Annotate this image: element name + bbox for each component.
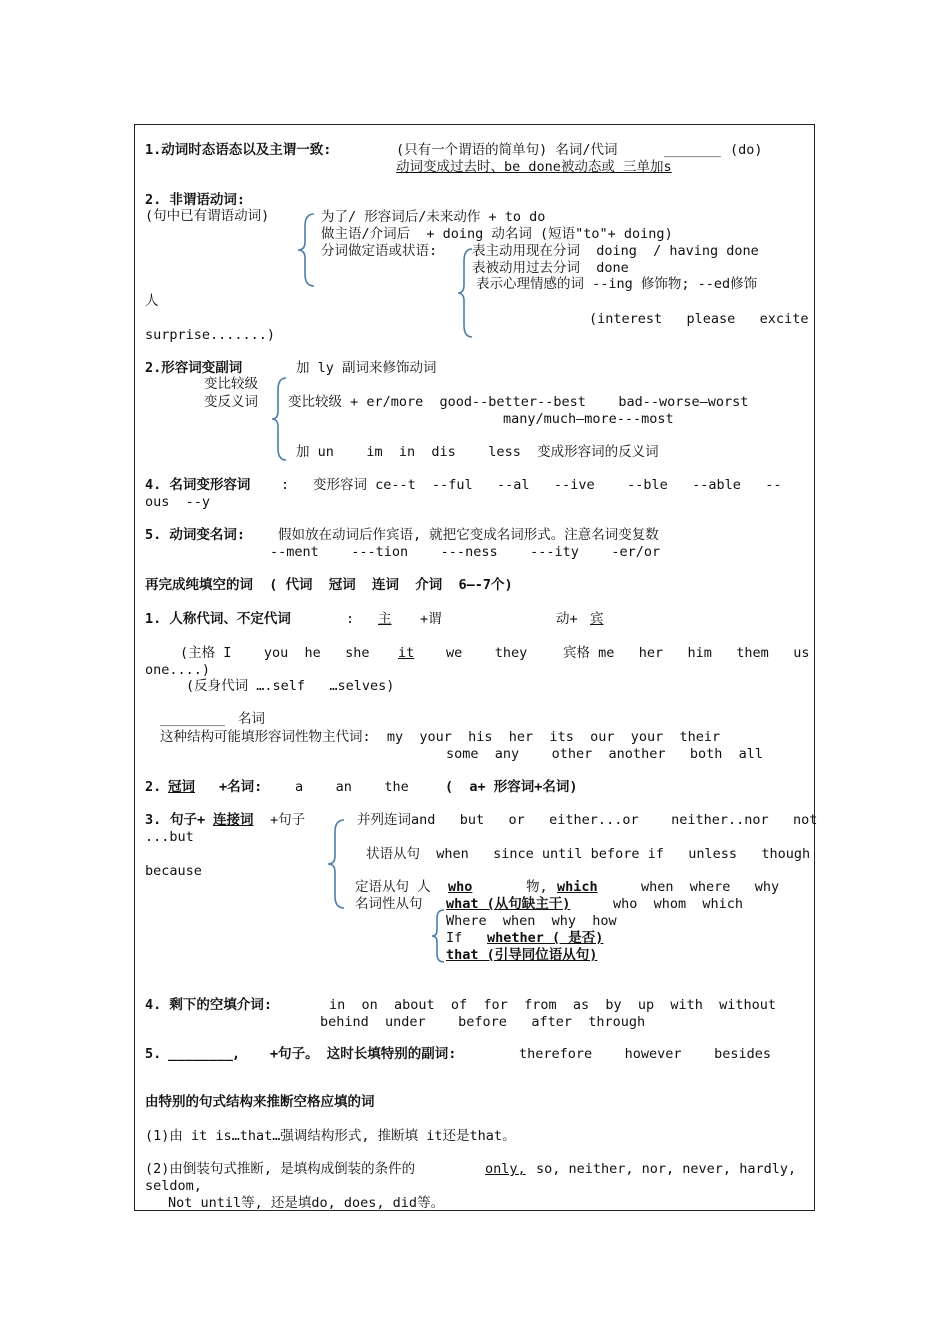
- brace-icon: [326, 818, 348, 910]
- pronoun-noun: 名词: [238, 711, 265, 727]
- section-1-desc: (只有一个谓语的简单句) 名词/代词: [396, 142, 618, 158]
- section-5-line-2: --ment ---tion ---ness ---ity -er/or: [270, 544, 661, 560]
- article-title: 冠词: [168, 779, 195, 795]
- article-items: a an the: [295, 779, 409, 795]
- section-adj-line-1: 变比较级 + er/more good--better--best bad--worse—worst: [288, 394, 749, 410]
- conj-thing: 物,: [526, 879, 548, 895]
- section-5-title: 5. 动词变名词:: [145, 527, 246, 543]
- section-adj-line-2: many/much—more---most: [503, 411, 674, 427]
- section-1-blank: _______: [664, 142, 721, 158]
- article-plus-noun: +名词:: [219, 779, 263, 795]
- pronoun-row-1d: one....): [145, 662, 211, 678]
- conj-title-2: 连接词: [213, 812, 254, 828]
- pronoun-row-1c: 宾格 me her him them us: [563, 645, 810, 661]
- pronoun-row-1a: (主格 I you he she: [180, 645, 370, 661]
- section-adj-line-3: 加 un im in dis less 变成形容词的反义词: [296, 444, 659, 460]
- article-note: ( a+ 形容词+名词): [445, 779, 578, 795]
- pronoun-row-4: some any other another both all: [446, 746, 763, 762]
- special-only: only,: [485, 1161, 526, 1177]
- section-2-line-2: 做主语/介词后 + doing 动名词 (短语"to"+ doing): [321, 226, 673, 242]
- prep-line-2: behind under before after through: [320, 1014, 646, 1030]
- prep-title: 4. 剩下的空填介词:: [145, 997, 273, 1013]
- section-adj-line-0: 加 ly 副词来修饰动词: [296, 360, 437, 376]
- pronoun-title: 1. 人称代词、不定代词: [145, 611, 291, 627]
- conj-whether: whether ( 是否): [487, 930, 604, 946]
- pronoun-row-3: 这种结构可能填形容词性物主代词: my your his her its our your their: [160, 729, 721, 745]
- section-1-note: 动词变成过去时、be done被动态或 三单加s: [396, 159, 672, 175]
- adverb-comma: ,: [232, 1046, 241, 1062]
- conj-attributive: 定语从句 人: [355, 879, 431, 895]
- section-1-paren: (do): [730, 142, 763, 158]
- section-2-line-3: 分词做定语或状语:: [321, 243, 438, 259]
- section-adj-label-2: 变反义词: [204, 394, 258, 410]
- section-2-line-1: 为了/ 形容词后/未来动作 + to do: [321, 209, 546, 225]
- adverb-num: 5.: [145, 1046, 162, 1062]
- conj-which: which: [557, 879, 598, 895]
- special-rule-1: (1)由 it is…that…强调结构形式, 推断填 it还是that。: [145, 1128, 516, 1144]
- section-2-line-6: (interest please excite: [589, 311, 809, 327]
- pure-fill-title: 再完成纯填空的词 ( 代词 冠词 连词 介词 6—-7个): [145, 577, 513, 593]
- pronoun-verb: 动+: [556, 611, 578, 627]
- conj-what: what (从句缺主干): [446, 896, 571, 912]
- section-4-colon: :: [281, 477, 290, 493]
- special-title: 由特别的句式结构来推断空格应填的词: [145, 1094, 375, 1110]
- pronoun-colon: :: [346, 611, 355, 627]
- section-2-line-3b: 表主动用现在分词 doing / having done: [472, 243, 759, 259]
- adverb-title: +句子。 这时长填特别的副词:: [270, 1046, 457, 1062]
- conj-attributive-c: when where why: [641, 879, 780, 895]
- conj-adverbial-b: because: [145, 863, 202, 879]
- pronoun-row-2: (反身代词 ….self …selves): [186, 678, 395, 694]
- conj-who: who: [448, 879, 473, 895]
- pronoun-object: 宾: [590, 611, 604, 627]
- brace-icon: [296, 212, 318, 288]
- conj-nominal: 名词性从句: [355, 896, 423, 912]
- conj-num: 3.: [145, 812, 162, 828]
- adverb-items: therefore however besides: [519, 1046, 771, 1062]
- conj-coord-b: ...but: [145, 829, 194, 845]
- pronoun-it: it: [398, 645, 415, 661]
- section-5-line-1: 假如放在动词后作宾语, 就把它变成名词形式。注意名词变复数: [278, 527, 659, 543]
- pronoun-row-1b: we they: [446, 645, 528, 661]
- pronoun-predicate: +谓: [420, 611, 442, 627]
- conj-where-line: Where when why how: [446, 913, 617, 929]
- special-rule-2d: Not until等, 还是填do, does, did等。: [168, 1195, 445, 1211]
- pronoun-blank: ________: [160, 711, 226, 727]
- brace-icon: [270, 376, 290, 462]
- section-4-line-2: ous --y: [145, 494, 211, 510]
- special-rule-2a: (2)由倒装句式推断, 是填构成倒装的条件的: [145, 1161, 416, 1177]
- conj-coord: 并列连词and but or either...or neither..nor not: [357, 812, 818, 828]
- section-4-line-1: 变形容词 ce--t --ful --al --ive --ble --able --: [313, 477, 782, 493]
- section-2-line-5: 表示心理情感的词 --ing 修饰物; --ed修饰: [476, 276, 758, 292]
- section-adj-label-1: 变比较级: [204, 376, 258, 392]
- section-2-line-5b: 人: [145, 293, 159, 309]
- adverb-blank: ________: [168, 1046, 234, 1062]
- article-num: 2.: [145, 779, 162, 795]
- conj-title-1: 句子+: [170, 812, 206, 828]
- section-2-line-7: surprise.......): [145, 327, 276, 343]
- section-2-condition: (句中已有谓语动词): [145, 208, 270, 224]
- conj-title-3: +句子: [270, 812, 306, 828]
- special-rule-2b: so, neither, nor, never, hardly,: [536, 1161, 797, 1177]
- conj-that: that (引导同位语从句): [446, 947, 598, 963]
- prep-line-1: in on about of for from as by up with without: [329, 997, 777, 1013]
- pronoun-subject: 主: [378, 611, 392, 627]
- section-1-title: 1.动词时态语态以及主谓一致:: [145, 142, 332, 158]
- section-4-title: 4. 名词变形容词: [145, 477, 251, 493]
- conj-nominal-b: who whom which: [613, 896, 744, 912]
- conj-if: If: [446, 930, 463, 946]
- section-adj-title: 2.形容词变副词: [145, 360, 243, 376]
- section-2-title: 2. 非谓语动词:: [145, 192, 246, 208]
- special-rule-2c: seldom,: [145, 1178, 202, 1194]
- conj-adverbial: 状语从句 when since until before if unless though: [366, 846, 811, 862]
- section-2-line-4: 表被动用过去分词 done: [472, 260, 629, 276]
